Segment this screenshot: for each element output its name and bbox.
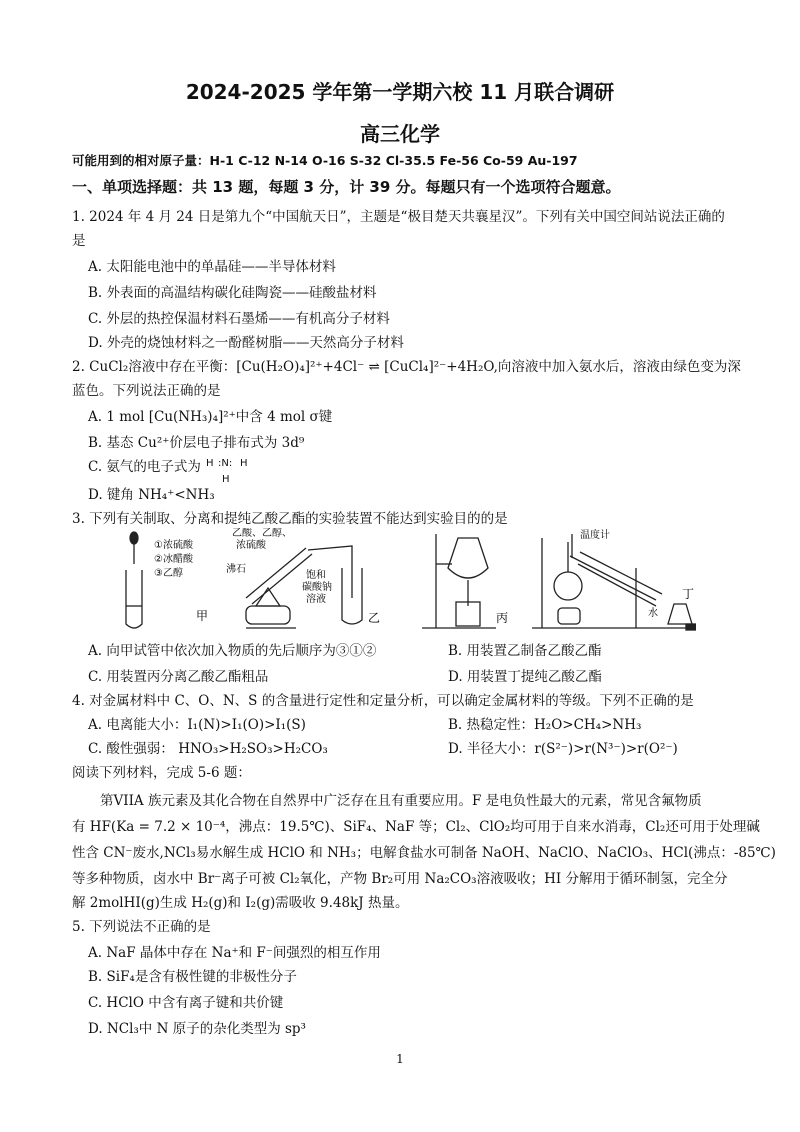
page-number: 1 [396, 1052, 404, 1066]
dropper-bulb [130, 532, 138, 544]
condenser-inner [570, 556, 656, 600]
struct-h-bottom: H [222, 474, 230, 485]
block [686, 624, 696, 630]
struct-h-left: H [206, 458, 214, 469]
caption-yi: 乙 [368, 611, 381, 625]
distillation-flask [554, 572, 582, 600]
section-heading: 一、单项选择题：共 13 题，每题 3 分，计 39 分。每题只有一个选项符合题意。 [72, 178, 621, 196]
q5-stem: 5. 下列说法不正确的是 [72, 919, 211, 935]
reading-line-5: 解 2molHI(g)生成 H₂(g)和 I₂(g)需吸收 9.48kJ 热量。 [72, 895, 409, 911]
reading-line-1: 第VIIA 族元素及其化合物在自然界中广泛存在且有重要应用。F 是电负性最大的元素，常见含氟物质 [100, 793, 702, 809]
yi-label-sat-3: 溶液 [306, 594, 326, 605]
jia-label-1: ①浓硫酸 [154, 540, 193, 551]
caption-ding: 丁 [682, 587, 695, 601]
test-tube [126, 570, 142, 628]
ding-label-water: 水 [648, 608, 658, 619]
q2-option-a: A. 1 mol [Cu(NH₃)₄]²⁺中含 4 mol σ键 [88, 409, 333, 425]
jia-label-2: ②冰醋酸 [154, 554, 193, 565]
q3-option-a: A. 向甲试管中依次加入物质的先后顺序为③①② [88, 643, 377, 659]
apparatus-bing [422, 534, 496, 628]
reaction-tube [246, 548, 306, 598]
caption-bing: 丙 [496, 611, 509, 625]
exam-title: 2024-2025 学年第一学期六校 11 月联合调研 [185, 80, 615, 104]
q5-option-a: A. NaF 晶体中存在 Na⁺和 F⁻间强烈的相互作用 [88, 945, 381, 961]
exam-subject: 高三化学 [360, 122, 440, 146]
apparatus-figure [96, 528, 696, 632]
reading-line-3: 性含 CN⁻废水,NCl₃易水解生成 HClO 和 NH₃；电解食盐水可制备 NaOH、NaClO、NaClO₃、HCl(沸点：-85℃) [72, 845, 776, 861]
separatory-funnel [448, 538, 488, 578]
q2-option-c: C. 氨气的电子式为 [88, 459, 201, 475]
apparatus-ding [532, 534, 696, 630]
q2-option-b: B. 基态 Cu²⁺价层电子排布式为 3d⁹ [88, 435, 305, 451]
yi-label-top-2: 浓硫酸 [236, 540, 266, 551]
q1-option-d: D. 外壳的烧蚀材料之一酚醛树脂——天然高分子材料 [88, 335, 404, 351]
q1-stem-line1: 1. 2024 年 4 月 24 日是第九个“中国航天日”，主题是“极目楚天共襄星汉”。下列有关中国空间站说法正确的 [72, 209, 725, 225]
q2-stem-line2: 蓝色。下列说法正确的是 [72, 383, 221, 399]
reading-line-2: 有 HF(Ka = 7.2 × 10⁻⁴，沸点：19.5℃)、SiF₄、NaF 等；Cl₂、ClO₂均可用于自来水消毒，Cl₂还可用于处理碱 [72, 819, 760, 835]
caption-jia: 甲 [196, 609, 209, 623]
apparatus-jia [126, 532, 142, 628]
q1-option-a: A. 太阳能电池中的单晶硅——半导体材料 [88, 259, 336, 275]
q2-option-d: D. 键角 NH₄⁺<NH₃ [88, 487, 215, 503]
yi-label-sat-1: 饱和 [306, 570, 326, 581]
q1-stem-line2: 是 [72, 233, 86, 249]
struct-h-right: H [240, 458, 248, 469]
alcohol-lamp [246, 606, 290, 624]
q2-stem-line1: 2. CuCl₂溶液中存在平衡：[Cu(H₂O)₄]²⁺+4Cl⁻ ⇌ [CuCl₄]²⁻+4H₂O,向溶液中加入氨水后，溶液由绿色变为深 [72, 359, 741, 375]
yi-label-sat-2: 碳酸钠 [302, 582, 332, 593]
q1-option-c: C. 外层的热控保温材料石墨烯——有机高分子材料 [88, 311, 390, 327]
receiving-flask [668, 604, 692, 624]
q5-option-b: B. SiF₄是含有极性键的非极性分子 [88, 969, 297, 985]
atomic-masses: 可能用到的相对原子量：H-1 C-12 N-14 O-16 S-32 Cl-35.5 Fe-56 Co-59 Au-197 [72, 153, 578, 168]
reading-line-4: 等多种物质，卤水中 Br⁻离子可被 Cl₂氧化，产物 Br₂可用 Na₂CO₃溶液吸收；HI 分解用于循环制氢，完全分 [72, 871, 728, 887]
q5-option-c: C. HClO 中含有离子键和共价键 [88, 995, 284, 1011]
alcohol-lamp [558, 608, 580, 624]
q4-option-b: B. 热稳定性：H₂O>CH₄>NH₃ [448, 717, 642, 733]
q4-option-d: D. 半径大小：r(S²⁻)>r(N³⁻)>r(O²⁻) [448, 741, 678, 757]
ding-label-therm: 温度计 [580, 530, 610, 541]
q3-option-c: C. 用装置丙分离乙酸乙酯粗品 [88, 669, 269, 685]
q3-option-b: B. 用装置乙制备乙酸乙酯 [448, 643, 602, 659]
struct-n: :N: [218, 458, 233, 469]
q3-option-d: D. 用装置丁提纯乙酸乙酯 [448, 669, 602, 685]
yi-label-boil: 沸石 [226, 564, 246, 575]
q4-stem: 4. 对金属材料中 C、O、N、S 的含量进行定性和定量分析，可以确定金属材料的等级。下列不正确的是 [72, 693, 694, 709]
q5-option-d: D. NCl₃中 N 原子的杂化类型为 sp³ [88, 1021, 306, 1037]
q4-option-a: A. 电离能大小：I₁(N)>I₁(O)>I₁(S) [88, 717, 306, 733]
yi-label-top-1: 乙酸、乙醇、 [232, 528, 292, 539]
reading-intro: 阅读下列材料，完成 5-6 题： [72, 765, 251, 781]
q1-option-b: B. 外表面的高温结构碳化硅陶瓷——硅酸盐材料 [88, 285, 377, 301]
q3-stem: 3. 下列有关制取、分离和提纯乙酸乙酯的实验装置不能达到实验目的的是 [72, 511, 508, 527]
q4-option-c: C. 酸性强弱： HNO₃>H₂SO₃>H₂CO₃ [88, 741, 328, 757]
jia-label-3: ③乙醇 [154, 568, 183, 579]
